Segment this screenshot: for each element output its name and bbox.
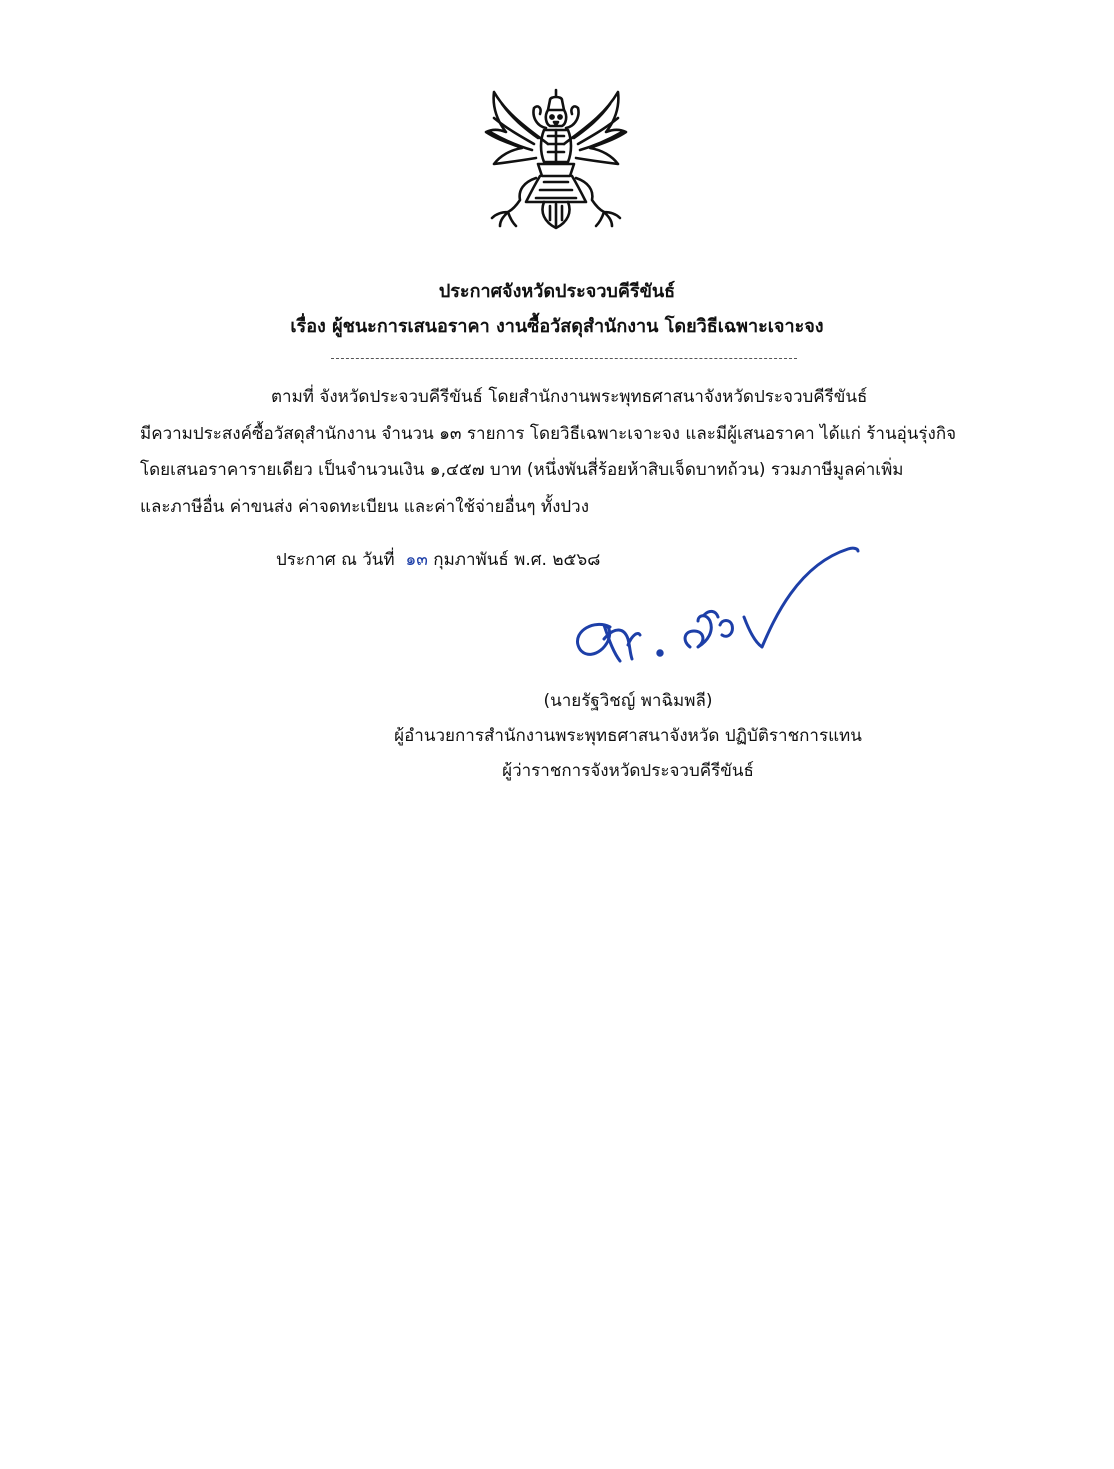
signatory-office: ผู้ว่าราชการจังหวัดประจวบคีรีขันธ์ (502, 761, 754, 781)
title-divider (331, 358, 797, 359)
signatory-block (364, 684, 892, 789)
body-line: โดยเสนอราคารายเดียว เป็นจำนวนเงิน ๑,๔๕๗ บาท (หนึ่งพันสี่ร้อยห้าสิบเจ็ดบาทถ้วน) รวมภาษีมูลค่าเพิ่ม (140, 460, 904, 480)
announcement-body (140, 379, 1000, 525)
signatory-name: (นายรัฐวิชญ์ พาฉิมพลี) (543, 691, 713, 711)
garuda-emblem-icon (478, 86, 634, 232)
body-line: มีความประสงค์ซื้อวัสดุสำนักงาน จำนวน ๑๓ รายการ โดยวิธีเฉพาะเจาะจง และมีผู้เสนอราคา ได้แก่ ร้านอุ่นรุ่งกิจ (140, 423, 957, 444)
announcement-subject: เรื่อง ผู้ชนะการเสนอราคา งานซื้อวัสดุสำนักงาน โดยวิธีเฉพาะเจาะจง (290, 316, 824, 337)
body-line: และภาษีอื่น ค่าขนส่ง ค่าจดทะเบียน และค่าใช้จ่ายอื่นๆ ทั้งปวง (140, 496, 590, 517)
date-prefix: ประกาศ ณ วันที่ (276, 550, 395, 570)
announcement-title: ประกาศจังหวัดประจวบคีรีขันธ์ (438, 281, 676, 302)
signatory-position: ผู้อำนวยการสำนักงานพระพุทธศาสนาจังหวัด ปฏิบัติราชการแทน (394, 726, 862, 746)
date-day: ๑๓ (405, 550, 428, 570)
handwritten-signature-icon (548, 535, 868, 675)
date-month-year: กุมภาพันธ์ พ.ศ. ๒๕๖๘ (433, 550, 601, 570)
body-line: ตามที่ จังหวัดประจวบคีรีขันธ์ โดยสำนักงานพระพุทธศาสนาจังหวัดประจวบคีรีขันธ์ (271, 387, 868, 407)
